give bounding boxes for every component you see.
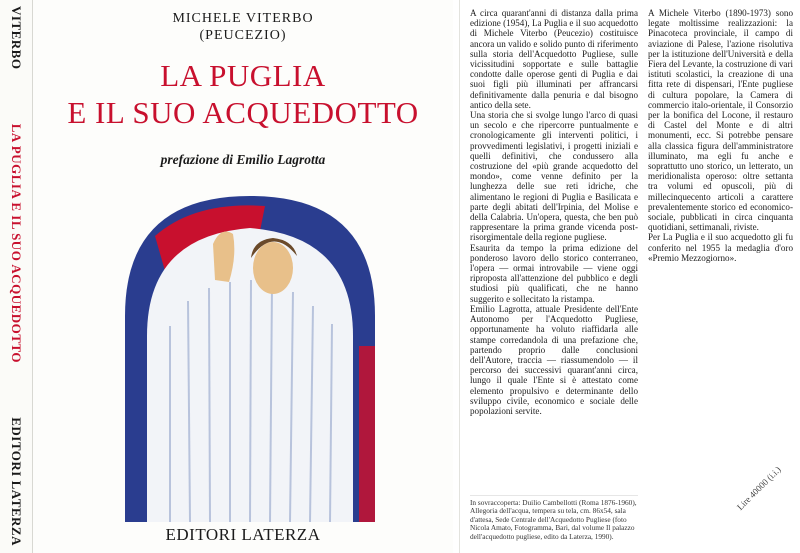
- flap-left-paragraph: A circa quarant'anni di distanza dalla prima edizione (1954), La Puglia e il suo acquedotto di Michele Viterbo (Peucezio) costituisce ancora un valido e solido punto di riferimento sulla storia dell'Acquedotto Pugliese, sulle vicissitudini sopportate e sulle battaglie condotte dalle operose genti di Puglia e dai suoi figli più illuminati per affrancarsi definitivamente dalla penuria e dal bisogno antico della sete.: [470, 8, 638, 110]
- flap-left-paragraph: Una storia che si svolge lungo l'arco di quasi un secolo e che ripercorre puntualmente e cronologicamente gli interventi politici, i provvedimenti legislativi, i progetti iniziali e quelli definitivi, che condussero alla costruzione del «più grande acquedotto del mondo», come venne definito per la lunghezza delle sue reti idriche, che alimentano le regioni di Puglia e Basilicata e parte degli abitati dell'Irpinia, del Molise e della Calabria. Un'opera, questa, che ben può rappresentare la prima grande vicenda post-risorgimentale della regione pugliese.: [470, 110, 638, 243]
- flap-right-text: [648, 8, 793, 263]
- flap-right-paragraph: Per La Puglia e il suo acquedotto gli fu conferito nel 1955 la medaglia d'oro «Premio Mezzogiorno».: [648, 232, 793, 263]
- flap-right-paragraph: A Michele Viterbo (1890-1973) sono legate moltissime realizzazioni: la Pinacoteca provinciale, il campo di aviazione di Palese, l'azione risolutiva per la istituzione dell'Università e della Fiera del Levante, la costruzione di vari istituti scolastici, la creazione di una fitta rete di dispensari, l'Ente pugliese di cultura popolare, la Camera di commercio italo-orientale, il Consorzio per la bonifica del Locone, il restauro di Castel del Monte e di altri monumenti, ecc. Si potrebbe pensare alla classica figura dell'amministratore illuminato, ma egli fu anche e soprattutto uno storico, un letterato, un meridionalista operoso: oltre settanta tra volumi ed opuscoli, più di millecinquecento articoli a carattere prevalentemente storico ed economico-sociale, pubblicati in circa cinquanta quotidiani, settimanali, riviste.: [648, 8, 793, 233]
- flap-fold-line: [459, 0, 460, 553]
- front-cover: [33, 0, 453, 553]
- cover-author: MICHELE VITERBO: [172, 11, 314, 26]
- flap-left: [470, 8, 638, 553]
- book-spine: [0, 0, 33, 553]
- cover-preface: prefazione di Emilio Lagrotta: [160, 152, 326, 167]
- cover-author-block: [33, 10, 453, 44]
- price-tag: Lire 40000 (i.i.): [735, 464, 783, 513]
- cover-title-line1: LA PUGLIA: [160, 58, 326, 93]
- spine-publisher: EDITORI LATERZA: [9, 417, 24, 546]
- spine-text: [8, 6, 24, 546]
- artwork-red-edge: [359, 346, 375, 522]
- cover-title: [33, 57, 453, 131]
- artwork-face: [253, 242, 293, 294]
- flap-left-text: [470, 8, 638, 416]
- cover-publisher: EDITORI LATERZA: [165, 525, 321, 544]
- spine-title: LA PUGLIA E IL SUO ACQUEDOTTO: [9, 123, 24, 363]
- cover-pseudonym: (PEUCEZIO): [199, 28, 287, 43]
- spine-author: VITERBO: [9, 6, 24, 70]
- cover-title-line2: E IL SUO ACQUEDOTTO: [67, 95, 419, 130]
- flap-left-paragraph: Esaurita da tempo la prima edizione del ponderoso lavoro dello storico conterraneo, l'opera — ormai introvabile — viene oggi riproposta all'attenzione del pubblico e degli studiosi più qualificati, che ne hanno suggerito e sollecitato la ristampa.: [470, 242, 638, 304]
- cover-artwork: [125, 196, 375, 522]
- flap-left-paragraph: Emilio Lagrotta, attuale Presidente dell'Ente Autonomo per l'Acquedotto Pugliese, opportunamente ha voluto riaffidarla alle stampe corredandola di una prefazione che, partendo proprio dalle conclusioni dell'Autore, traccia — riassumendolo — il percorso dei successivi quarant'anni circa, lungo il quale l'Ente si è attestato come elemento propulsivo e determinante dello sviluppo civile, economico e sociale delle popolazioni servite.: [470, 303, 638, 416]
- flap-left-caption: In sovraccoperta: Duilio Cambellotti (Roma 1876-1960), Allegoria dell'acqua, tempera su tela, cm. 86x54, sala d'attesa, Sede Centrale dell'Acquedotto Pugliese (foto Nicola Amato, Fotogramma, Bari, dal volume Il palazzo dell'acquedotto pugliese, edito da Laterza, 1990).: [470, 495, 638, 541]
